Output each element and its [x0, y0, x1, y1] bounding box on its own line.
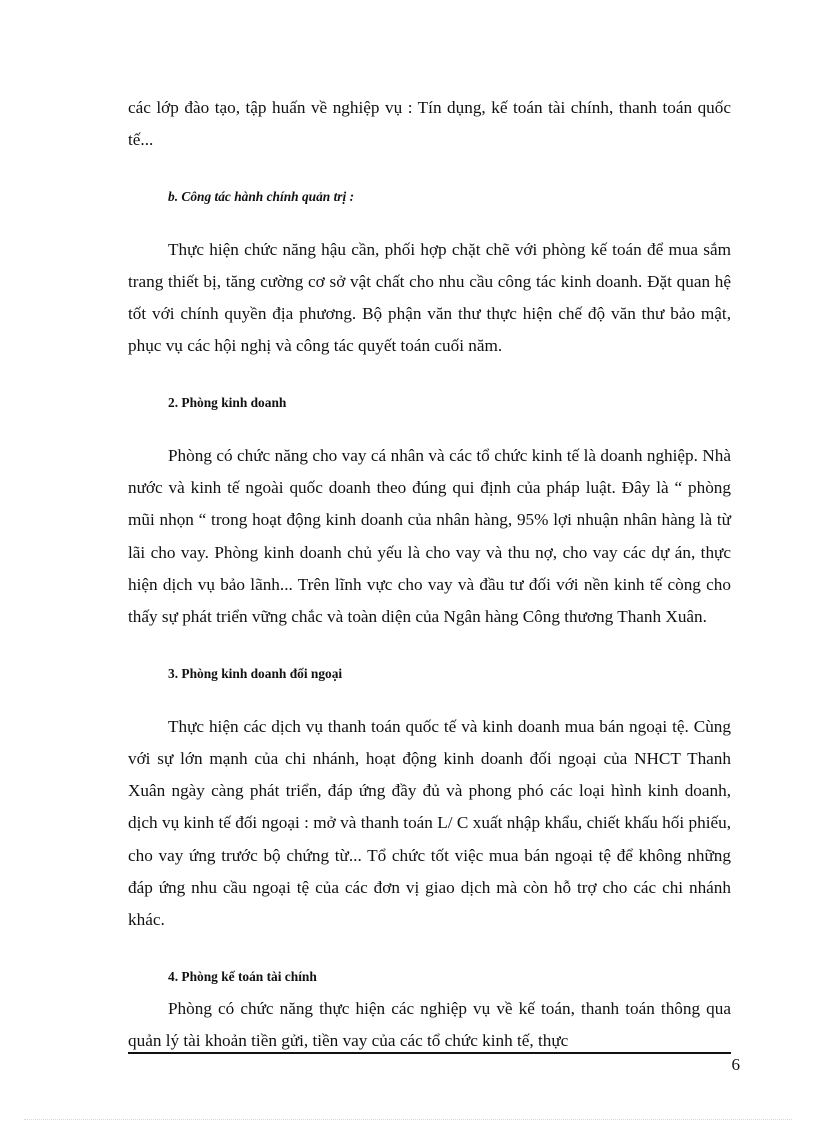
section-heading-business: 2. Phòng kinh doanh [168, 394, 287, 410]
section-paragraph-business: Phòng có chức năng cho vay cá nhân và các tổ chức kinh tế là doanh nghiệp. Nhà nước và kinh tế ngoài quốc doanh theo đúng qui định của pháp luật. Đây là “ phòng mũi nhọn “ trong hoạt động kinh doanh của nhân hàng, 95% lợi nhuận nhân hàng là từ lãi cho vay. Phòng kinh doanh chủ yếu là cho vay và thu nợ, cho vay các dự án, thực hiện dịch vụ bảo lãnh... Trên lĩnh vực cho vay và đầu tư đối với nền kinh tế còng cho thấy sự phát triển vững chắc và toàn diện của Ngân hàng Công thương Thanh Xuân. [128, 445, 731, 627]
section-heading-accounting: 4. Phòng kế toán tài chính [168, 968, 317, 984]
page-content [128, 92, 731, 1057]
page-bottom-border [24, 1119, 792, 1120]
footer-rule [128, 1052, 731, 1054]
page-number: 6 [731, 1055, 740, 1074]
section-heading-foreign-business: 3. Phòng kinh doanh đối ngoại [168, 665, 343, 681]
section-heading-admin: b. Công tác hành chính quản trị : [168, 188, 355, 204]
continuation-paragraph: các lớp đào tạo, tập huấn về nghiệp vụ : Tín dụng, kế toán tài chính, thanh toán quốc tế... [128, 98, 731, 150]
section-paragraph-admin: Thực hiện chức năng hậu cần, phối hợp chặt chẽ với phòng kế toán để mua sắm trang thiết bị, tăng cường cơ sở vật chất cho nhu cầu công tác kinh doanh. Đặt quan hệ tốt với chính quyền địa phương. Bộ phận văn thư thực hiện chế độ văn thư bảo mật, phục vụ các hội nghị và công tác quyết toán cuối năm. [128, 239, 731, 356]
section-paragraph-foreign-business: Thực hiện các dịch vụ thanh toán quốc tế và kinh doanh mua bán ngoại tệ. Cùng với sự lớn mạnh của chi nhánh, hoạt động kinh doanh đối ngoại của NHCT Thanh Xuân ngày càng phát triển, đáp ứng đầy đủ và phong phó các loại hình kinh doanh, dịch vụ kinh tế đối ngoại : mở và thanh toán L/ C xuất nhập khẩu, chiết khấu hối phiếu, cho vay ứng trước bộ chứng từ... Tổ chức tốt việc mua bán ngoại tệ để không những đáp ứng nhu cầu ngoại tệ của các đơn vị giao dịch mà còn hỗ trợ cho các chi nhánh khác. [128, 716, 731, 930]
section-paragraph-accounting: Phòng có chức năng thực hiện các nghiệp vụ về kế toán, thanh toán thông qua quản lý tài khoản tiền gửi, tiền vay của các tổ chức kinh tế, thực [128, 998, 731, 1050]
